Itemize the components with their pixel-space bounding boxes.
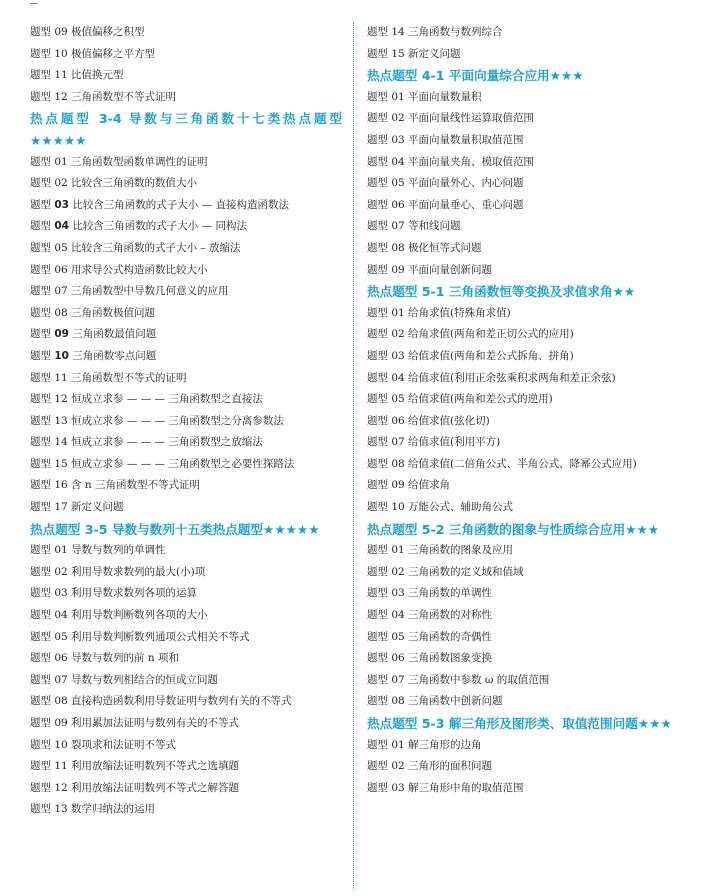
topic-item-number: 10 xyxy=(54,349,69,362)
topic-item: 题型 03 解三角形中角的取值范围 xyxy=(367,781,524,794)
topic-item: 题型 02 三角函数的定义域和值域 xyxy=(367,565,524,578)
topic-item-number: 04 xyxy=(54,220,69,233)
topic-item xyxy=(30,324,342,346)
topic-item: 题型 06 三角函数图象变换 xyxy=(367,652,493,665)
topic-item: 题型 01 平面向量数量积 xyxy=(367,90,482,103)
topic-item-prefix: 题型 xyxy=(30,198,55,211)
topic-item: 题型 09 平面向量创新问题 xyxy=(367,263,493,276)
topic-item: 题型 11 比值换元型 xyxy=(30,69,124,82)
topic-item: 题型 01 解三角形的边角 xyxy=(367,738,482,751)
topic-item: 题型 02 利用导数求数列的最大(小)项 xyxy=(30,565,206,578)
topic-item: 题型 09 给值求角 xyxy=(367,479,451,492)
topic-item: 题型 03 利用导数求数列各项的运算 xyxy=(30,587,198,600)
topic-item: 题型 08 三角函数极值问题 xyxy=(30,306,156,319)
topic-item: 题型 08 直接构造函数利用导数证明与数列有关的不等式 xyxy=(30,695,292,708)
topic-item: 题型 07 等和线问题 xyxy=(367,220,461,233)
topic-item-text: 比较含三角函数的式子大小 — 直接构造函数法 xyxy=(68,198,289,211)
topic-item: 题型 07 给值求值(利用平方) xyxy=(367,436,501,449)
rating-stars: ★★★ xyxy=(625,521,660,537)
left-column xyxy=(30,0,342,821)
topic-item: 题型 04 利用导数判断数列各项的大小 xyxy=(30,609,208,622)
topic-item: 题型 06 给值求值(弦化切) xyxy=(367,414,490,427)
topic-item: 题型 07 三角函数型中导数几何意义的应用 xyxy=(30,285,229,298)
topic-item: 题型 02 比较含三角函数的数值大小 xyxy=(30,177,198,190)
topic-item: 题型 04 给值求值(利用正余弦乘积求两角和差正余弦) xyxy=(367,371,616,384)
topic-item: 题型 10 极值偏移之平方型 xyxy=(30,47,156,60)
topic-item: 题型 01 给角求值(特殊角求值) xyxy=(367,306,511,319)
topic-item xyxy=(30,195,342,217)
topic-item: 题型 02 三角形的面积问题 xyxy=(367,760,493,773)
topic-item: 题型 02 平面向量线性运算取值范围 xyxy=(367,112,535,125)
topic-item-prefix: 题型 xyxy=(30,220,55,233)
topic-item: 题型 15 新定义问题 xyxy=(367,47,461,60)
rating-stars: ★★★ xyxy=(549,68,584,84)
topic-item: 题型 12 利用放缩法证明数列不等式之解答题 xyxy=(30,781,240,794)
rating-stars: ★★★★★ xyxy=(263,521,320,537)
topic-item: 题型 11 利用放缩法证明数列不等式之选填题 xyxy=(30,760,240,773)
section-heading-title: 热点题型 5-1 三角函数恒等变换及求值求角 xyxy=(367,284,613,300)
topic-item: 题型 13 恒成立求参 — — — 三角函数型之分离参数法 xyxy=(30,414,284,427)
topic-item: 题型 01 导数与数列的单调性 xyxy=(30,544,166,557)
topic-item: 题型 16 含 n 三角函数型不等式证明 xyxy=(30,479,200,492)
topic-item: 题型 05 给值求值(两角和差公式的逆用) xyxy=(367,393,553,406)
topic-item: 题型 08 极化恒等式问题 xyxy=(367,241,482,254)
topic-item-prefix: 题型 xyxy=(30,328,55,341)
topic-item-text: 三角函数零点问题 xyxy=(68,349,157,362)
section-heading xyxy=(367,65,685,87)
topic-item: 题型 08 三角函数中创新问题 xyxy=(367,695,503,708)
topic-item: 题型 09 极值偏移之积型 xyxy=(30,26,145,38)
topic-item: 题型 07 导数与数列相结合的恒成立问题 xyxy=(30,673,219,686)
topic-item: 题型 09 利用累加法证明与数列有关的不等式 xyxy=(30,717,240,729)
section-heading-title: 热点题型 3-5 导数与数列十五类热点题型 xyxy=(30,521,264,537)
topic-item: 题型 02 给角求值(两角和差正切公式的应用) xyxy=(367,328,574,341)
rating-stars: ★★ xyxy=(612,284,636,300)
topic-item: 题型 06 导数与数列的前 n 项和 xyxy=(30,652,179,665)
topic-item: 题型 10 万能公式、辅助角公式 xyxy=(367,501,514,514)
rating-stars: ★★★★★ xyxy=(30,132,87,148)
topic-item: 题型 05 利用导数判断数列通项公式相关不等式 xyxy=(30,630,250,643)
topic-item: 题型 01 三角函数的图象及应用 xyxy=(367,544,514,557)
section-heading-title: 热点题型 5-3 解三角形及图形类、取值范围问题 xyxy=(367,716,638,731)
section-heading xyxy=(367,713,685,735)
topic-item-text: 比较含三角函数的式子大小 — 同构法 xyxy=(68,220,247,233)
topic-item: 题型 01 三角函数型函数单调性的证明 xyxy=(30,155,208,168)
rating-stars: ★★★ xyxy=(637,716,672,731)
topic-item: 题型 13 数学归纳法的运用 xyxy=(30,803,156,816)
topic-item xyxy=(30,216,342,238)
section-heading xyxy=(30,519,342,541)
topic-item: 题型 14 恒成立求参 — — — 三角函数型之放缩法 xyxy=(30,436,263,449)
topic-item-number: 03 xyxy=(54,198,69,211)
topic-item: 题型 08 给值求值(二倍角公式、半角公式、降幂公式应用) xyxy=(367,457,637,470)
topic-item: 题型 14 三角函数与数列综合 xyxy=(367,26,503,38)
topic-item: 题型 15 恒成立求参 — — — 三角函数型之必要性探路法 xyxy=(30,457,295,470)
section-heading xyxy=(30,108,342,151)
topic-item-text: 三角函数最值问题 xyxy=(68,328,157,341)
topic-item-prefix: 题型 xyxy=(30,349,55,362)
right-column xyxy=(367,0,685,799)
topic-item: 题型 05 三角函数的奇偶性 xyxy=(367,630,493,643)
topic-item: 题型 12 恒成立求参 — — — 三角函数型之直接法 xyxy=(30,393,263,406)
section-heading-title: 热点题型 5-2 三角函数的图象与性质综合应用 xyxy=(367,521,626,537)
section-heading-title: 热点题型 3-4 导数与三角函数十七类热点题型 xyxy=(30,111,342,127)
topic-item: 题型 06 用求导公式构造函数比较大小 xyxy=(30,263,208,276)
section-heading xyxy=(367,519,685,541)
topic-item: 题型 04 平面向量夹角、模取值范围 xyxy=(367,155,535,168)
topic-item: 题型 17 新定义问题 xyxy=(30,501,124,514)
topic-item: 题型 06 平面向量垂心、重心问题 xyxy=(367,198,524,211)
topic-item: 题型 10 裂项求和法证明不等式 xyxy=(30,738,177,751)
section-heading xyxy=(367,281,685,303)
topic-item: 题型 03 给值求值(两角和差公式拆角、拼角) xyxy=(367,349,574,362)
topic-item: 题型 03 三角函数的单调性 xyxy=(367,587,493,600)
topic-item: 题型 07 三角函数中参数 ω 的取值范围 xyxy=(367,673,550,686)
topic-item: 题型 05 比较含三角函数的式子大小 – 放缩法 xyxy=(30,241,241,254)
topic-item: 题型 11 三角函数型不等式的证明 xyxy=(30,371,187,384)
column-divider xyxy=(353,22,354,890)
topic-item: 题型 03 平面向量数量积取值范围 xyxy=(367,133,524,146)
topic-item: 题型 12 三角函数型不等式证明 xyxy=(30,90,177,103)
topic-item xyxy=(30,346,342,368)
topic-item: 题型 05 平面向量外心、内心问题 xyxy=(367,177,524,190)
topic-item-number: 09 xyxy=(54,328,69,341)
section-heading-title: 热点题型 4-1 平面向量综合应用 xyxy=(367,68,550,84)
topic-item: 题型 04 三角函数的对称性 xyxy=(367,609,493,622)
